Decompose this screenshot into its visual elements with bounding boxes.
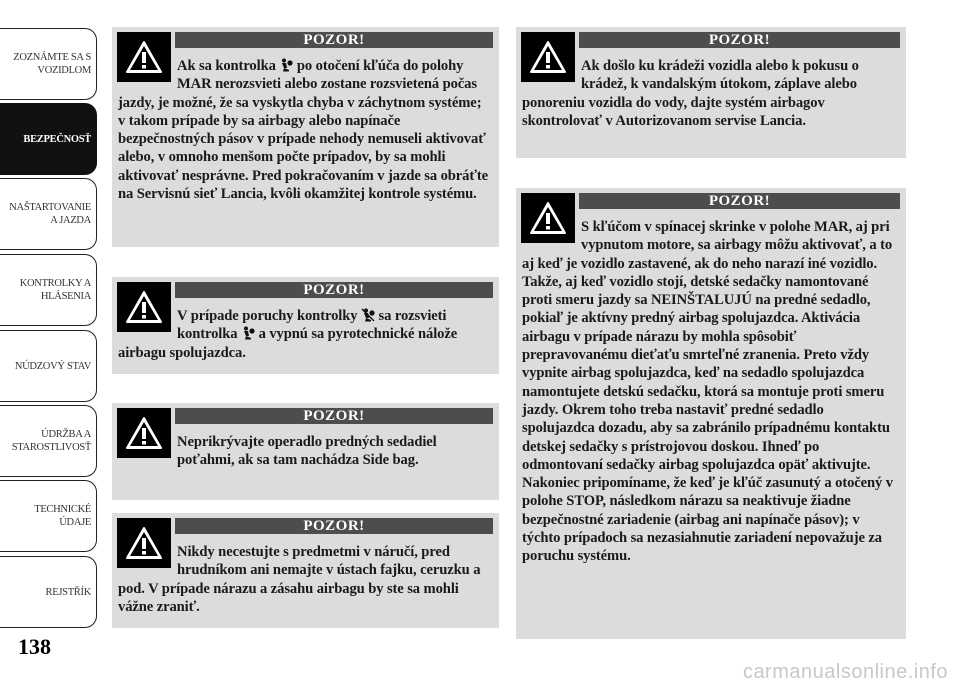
tab-technicke-udaje[interactable]	[0, 480, 97, 552]
warning-box	[112, 403, 499, 500]
tab-zoznamte-sa-s-vozidlom[interactable]	[0, 28, 97, 100]
warning-triangle-icon	[521, 193, 575, 243]
warning-box	[112, 27, 499, 247]
warning-triangle-icon	[117, 518, 171, 568]
warning-title: POZOR!	[579, 32, 900, 48]
warning-text: Ak sa kontrolka	[177, 58, 280, 74]
tab-label: ZOZNÁMTE SA S VOZIDLOM	[13, 52, 91, 76]
chapter-sidebar	[0, 0, 100, 640]
tab-label: TECHNICKÉ ÚDAJE	[34, 504, 91, 528]
tab-label: ÚDRŽBA A STAROSTLIVOSŤ	[11, 429, 91, 453]
tab-udrzba-a-starostlivost[interactable]	[0, 405, 97, 477]
warning-title: POZOR!	[175, 32, 493, 48]
warning-title: POZOR!	[175, 282, 493, 298]
warning-text: po otočení kľúča do polohy MAR nerozsvieti alebo zostane rozsvietená počas jazdy, je možné, že sa vyskytla chyba v záchytnom systéme; v takom prípade by sa airbagy alebo napínače bezpečnostných pásov v prípade nehody nemuseli aktivovať alebo, v omnoho menšom počte prípadov, by sa mohli aktivovať nesprávne. Pred pokračovaním v jazde sa obráťte na Servisnú sieť Lancia, kvôli okamžitej kontrole systému.	[118, 58, 489, 203]
tab-label: KONTROLKY A HLÁSENIA	[19, 278, 91, 302]
warning-title: POZOR!	[175, 408, 493, 424]
tab-label: REJSTŘÍK	[45, 586, 91, 598]
warning-triangle-icon	[117, 282, 171, 332]
warning-triangle-icon	[117, 32, 171, 82]
page-number: 138	[18, 634, 51, 659]
warning-box	[112, 513, 499, 628]
tab-nudzovy-stav[interactable]	[0, 330, 97, 402]
warning-box	[516, 27, 906, 158]
warning-title: POZOR!	[579, 193, 900, 209]
tab-nastartovanie-a-jazda[interactable]	[0, 178, 97, 250]
airbag-icon	[279, 58, 293, 72]
warning-triangle-icon	[117, 408, 171, 458]
tab-label: BEZPEČNOSŤ	[23, 133, 91, 145]
tab-rejstrik[interactable]	[0, 556, 97, 628]
watermark: carmanualsonline.info	[742, 661, 948, 683]
warning-triangle-icon	[521, 32, 575, 82]
warning-text: Neprikrývajte operadlo predných sedadiel poťahmi, ak sa tam nachádza Side bag.	[177, 434, 437, 469]
warning-text: V prípade poruchy kontrolky	[177, 308, 361, 324]
warning-text: sa rozsvieti kontrolka	[177, 308, 447, 343]
tab-label: NAŠTARTOVANIE A JAZDA	[9, 202, 91, 226]
tab-bezpecnost[interactable]	[0, 103, 97, 175]
warning-box	[112, 277, 499, 374]
airbag-off-icon	[361, 308, 375, 322]
warning-text: Ak došlo ku krádeži vozidla alebo k pokusu o krádež, k vandalským útokom, záplave alebo ponoreniu vozidla do vody, dajte systém airbagov skontrolovať v Autorizovanom servise Lancia.	[522, 58, 859, 129]
warning-text: Nikdy necestujte s predmetmi v náručí, pred hrudníkom ani nemajte v ústach fajku, ceruzku a pod. V prípade nárazu a zásahu airbagu by ste sa mohli vážne zraniť.	[118, 544, 481, 615]
warning-text: S kľúčom v spínacej skrinke v polohe MAR, aj pri vypnutom motore, sa airbagy môžu aktivovať, a to aj keď je vozidlo zastavené, ak do neho narazí iné vozidlo. Takže, aj keď vozidlo stojí, detské sedačky namontované proti smeru jazdy sa NEINŠTALUJÚ na predné sedadlo, pokiaľ je aktívny predný airbag spolujazdca. Aktivácia airbagu v prípade nárazu by mohla spôsobiť prepravovanému dieťaťu smrteľné zranenia. Preto vždy vypnite airbag spolujazdca, keď na sedadlo spolujazdca namontujete detskú sedačku, ktorá sa montuje proti smeru jazdy. Okrem toho treba nastaviť predné sedadlo spolujazdca dozadu, aby sa zabránilo prípadnému kontaktu detskej sedačky s prístrojovou doskou. Ihneď po odmontovaní sedačky airbag spolujazdca opäť aktivujte. Nakoniec pripomíname, že keď je kľúč zasunutý a otočený v polohe STOP, následkom nárazu sa neaktivuje žiadne bezpečnostné zariadenie (airbag ani napínače pásov); v týchto prípadoch sa nezasiahnutie zariadení nepovažuje za poruchu systému.	[522, 219, 893, 565]
warning-text: a vypnú sa pyrotechnické nálože airbagu spolujazdca.	[118, 326, 458, 361]
airbag-icon	[241, 326, 255, 340]
warning-box	[516, 188, 906, 639]
warning-title: POZOR!	[175, 518, 493, 534]
tab-label: NÚDZOVÝ STAV	[14, 360, 91, 372]
tab-kontrolky-a-hlasenia[interactable]	[0, 254, 97, 326]
